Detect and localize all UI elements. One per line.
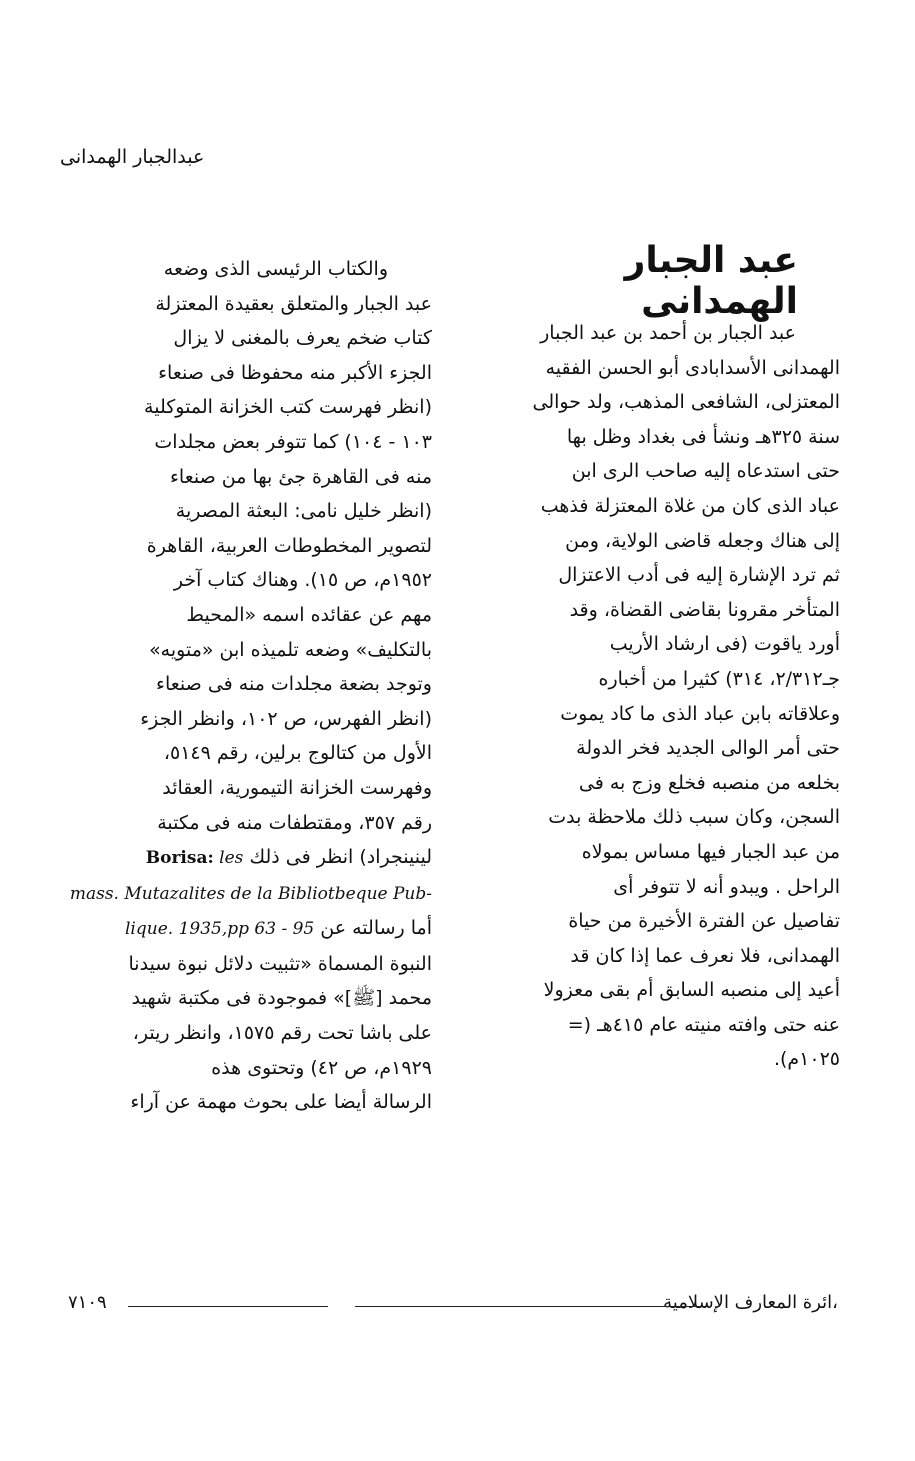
text-line: لتصوير المخطوطات العربية، القاهرة — [146, 534, 432, 557]
text-line: محمد [ﷺ]» فموجودة فى مكتبة شهيد — [131, 987, 432, 1010]
text-line: وفهرست الخزانة التيمورية، العقائد — [162, 776, 432, 799]
text-line: الجزء الأكبر منه محفوظا فى صنعاء — [158, 361, 432, 384]
text-line: أورد ياقوت (فى ارشاد الأريب — [609, 633, 840, 656]
text-line: المعتزلى، الشافعى المذهب، ولد حوالى — [532, 391, 840, 414]
page-footer — [60, 1292, 838, 1322]
text-line: وتوجد بضعة مجلدات منه فى صنعاء — [156, 673, 432, 696]
text-line: وعلاقاته بابن عباد الذى ما كاد يموت — [560, 702, 840, 725]
text-line: (انظر فهرست كتب الخزانة المتوكلية — [144, 396, 432, 419]
text-line: الرسالة أيضا على بحوث مهمة عن آراء — [130, 1091, 432, 1114]
text-line: إلى هناك وجعله قاضى الولاية، ومن — [565, 529, 840, 552]
text-line: الراحل . ويبدو أنه لا تتوفر أى — [613, 875, 840, 898]
text-line: أعيد إلى منصبه السابق أم بقى معزولا — [543, 979, 840, 1002]
text-line: حتى أمر الوالى الجديد فخر الدولة — [576, 737, 840, 760]
text-line: كتاب ضخم يعرف بالمغنى لا يزال — [173, 327, 432, 350]
text-line: على باشا تحت رقم ١٥٧٥، وانظر ريتر، — [132, 1022, 432, 1045]
page-number: ٧١٠٩ — [68, 1292, 107, 1313]
footer-rule — [355, 1306, 705, 1307]
text-line: من عبد الجبار فيها مساس بمولاه — [581, 840, 840, 863]
text-line: والكتاب الرئيسى الذى وضعه — [163, 258, 388, 280]
text-line: عنه حتى وافته منيته عام ٤١٥هـ (= — [567, 1013, 840, 1036]
latin-text-line — [60, 876, 432, 912]
text-line: عبد الجبار والمتعلق بعقيدة المعتزلة — [155, 292, 432, 315]
text-line: منه فى القاهرة جئ بها من صنعاء — [170, 465, 432, 488]
text-line: رقم ٣٥٧، ومقتطفات منه فى مكتبة — [157, 811, 432, 834]
text-line: المتأخر مقرونا بقاضى القضاة، وقد — [569, 598, 840, 621]
text-line: مهم عن عقائده اسمه «المحيط — [186, 603, 432, 626]
text-line: حتى استدعاه إليه صاحب الرى ابن — [571, 460, 840, 483]
left-column — [60, 252, 432, 1120]
mixed-text-line — [60, 840, 432, 876]
text-line: الهمدانى الأسدابادى أبو الحسن الفقيه — [545, 356, 840, 379]
text-line: ثم ترد الإشارة إليه فى أدب الاعتزال — [558, 564, 840, 587]
journal-title: ،ائرة المعارف الإسلامية — [663, 1292, 838, 1313]
text-line: عباد الذى كان من غلاة المعتزلة فذهب — [540, 494, 840, 517]
article-title: عبد الجبار الهمدانى — [624, 240, 798, 322]
arabic-fragment: لينينجراد) انظر فى ذلك — [249, 846, 432, 869]
latin-fragment: Borisa: — [145, 848, 214, 869]
text-line: (انظر خليل نامى: البعثة المصرية — [175, 500, 432, 523]
mixed-text-line — [60, 911, 432, 947]
right-column — [478, 316, 840, 1077]
text-line: ١٠٢٥م). — [773, 1048, 840, 1071]
text-line: سنة ٣٢٥هـ ونشأ فى بغداد وظل بها — [566, 425, 840, 448]
text-line: ١٠٣ - ١٠٤) كما تتوفر بعض مجلدات — [154, 430, 432, 453]
text-line: بخلعه من منصبه فخلع وزج به فى — [578, 771, 840, 794]
text-line: الهمدانى، فلا نعرف عما إذا كان قد — [570, 944, 840, 967]
arabic-fragment: أما رسالته عن — [320, 917, 432, 940]
text-line: عبد الجبار بن أحمد بن عبد الجبار — [540, 322, 796, 344]
text-line: ١٩٢٩م، ص ٤٢) وتحتوى هذه — [211, 1056, 432, 1079]
text-line: بالتكليف» وضعه تلميذه ابن «متويه» — [149, 638, 432, 661]
text-line: السجن، وكان سبب ذلك ملاحظة بدت — [548, 806, 840, 829]
text-line: تفاصيل عن الفترة الأخيرة من حياة — [568, 910, 840, 933]
latin-fragment: les — [213, 848, 244, 869]
text-line: (انظر الفهرس، ص ١٠٢، وانظر الجزء — [140, 707, 432, 730]
text-line: ١٩٥٢م، ص ١٥). وهناك كتاب آخر — [173, 569, 432, 592]
latin-fragment: lique. 1935,pp 63 - 95 — [125, 919, 315, 940]
text-line: الأول من كتالوج برلين، رقم ٥١٤٩، — [163, 742, 432, 765]
latin-fragment: mass. Mutazalites de la Bibliotbeque Pub- — [69, 883, 432, 904]
running-head: عبدالجبار الهمدانى — [60, 146, 205, 168]
text-line: جـ٢/٣١٢، ٣١٤) كثيرا من أخباره — [598, 667, 840, 690]
footer-rule — [128, 1306, 328, 1307]
text-line: النبوة المسماة «تثبيت دلائل نبوة سيدنا — [128, 952, 432, 975]
